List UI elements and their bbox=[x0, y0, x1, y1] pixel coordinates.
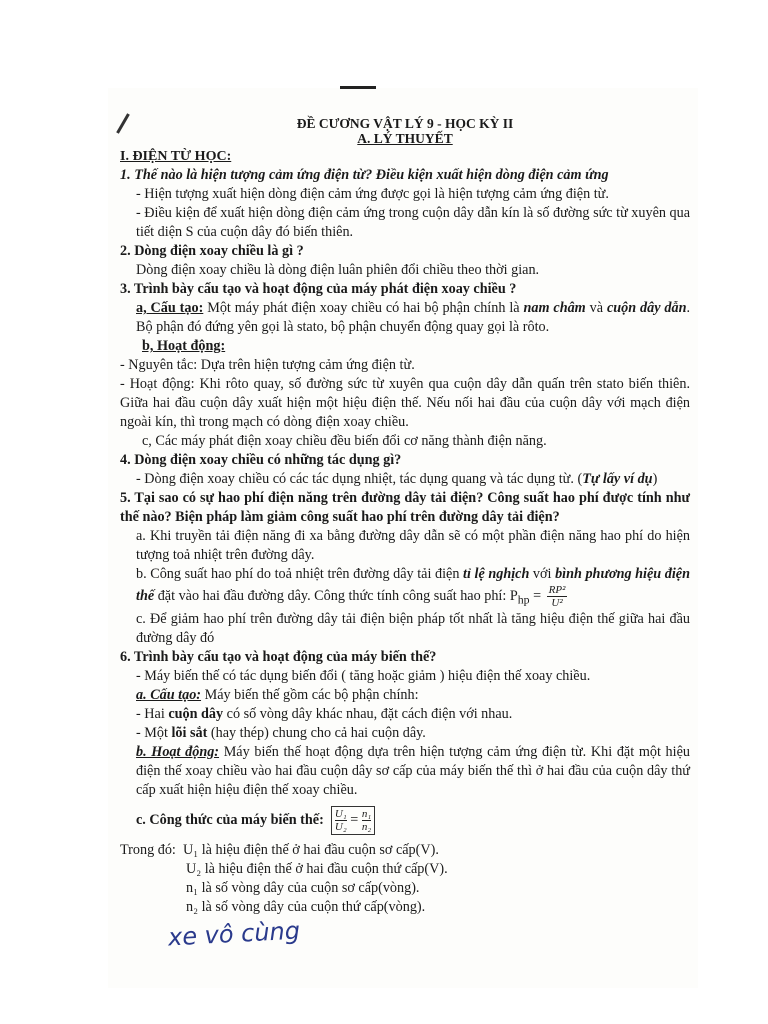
answer-3b-1: - Nguyên tắc: Dựa trên hiện tượng cảm ứng điện từ. bbox=[120, 357, 415, 373]
legend-row-1 bbox=[120, 841, 690, 860]
question-2: 2. Dòng điện xoay chiều là gì ? bbox=[120, 243, 304, 259]
text-6a-2c: (hay thép) chung cho cả hai cuộn dây. bbox=[207, 724, 426, 741]
answer-6a-1 bbox=[120, 705, 690, 724]
answer-3c: c, Các máy phát điện xoay chiều đều biến đổi cơ năng thành điện năng. bbox=[142, 433, 547, 449]
term-square-voltage: bình phương hiệu điện thế bbox=[136, 566, 690, 604]
text-6b: Máy biến thế hoạt động dựa trên hiện tượng cảm ứng điện từ. Khi đặt một hiệu điện thế xoay chiều vào hai đầu cuộn dây sơ cấp của máy biến thế thì ở hai đầu của cuộn dây thứ cấp xuất hiện hiệu điện thế xoay chiều. bbox=[136, 743, 690, 798]
formula-u1: U₁ bbox=[334, 807, 347, 820]
term-magnet: nam châm bbox=[523, 300, 586, 316]
document-body bbox=[120, 116, 690, 917]
text-5b-5: đặt vào hai đầu đường dây. Công thức tính công suất hao phí: P bbox=[154, 587, 518, 604]
label-6a: a. Cấu tạo: bbox=[136, 686, 202, 703]
question-1: 1. Thế nào là hiện tượng cảm ứng điện từ? Điều kiện xuất hiện dòng điện cảm ứng bbox=[120, 167, 609, 183]
question-4: 4. Dòng điện xoay chiều có những tác dụng gì? bbox=[120, 452, 402, 468]
text-6a: Máy biến thế gồm các bộ phận chính: bbox=[201, 686, 419, 703]
text-3a-1: Một máy phát điện xoay chiều có hai bộ phận chính là bbox=[203, 300, 524, 316]
text-3a-3: . Bộ phận đó đứng yên gọi là stato, bộ phận chuyển động quay gọi là rôto. bbox=[136, 300, 691, 335]
answer-2: Dòng điện xoay chiều là dòng điện luân phiên đổi chiều theo thời gian. bbox=[136, 262, 540, 278]
text-4-3: ) bbox=[652, 471, 658, 487]
answer-1a: - Hiện tượng xuất hiện dòng điện cảm ứng được gọi là hiện tượng cảm ứng điện từ. bbox=[136, 186, 609, 202]
term-coil: cuộn dây dẫn bbox=[606, 300, 687, 316]
formula-n2: n₂ bbox=[361, 820, 372, 833]
answer-3a bbox=[120, 299, 690, 337]
label-6b: b. Hoạt động: bbox=[136, 743, 220, 760]
question-3: 3. Trình bày cấu tạo và hoạt động của máy phát điện xoay chiều ? bbox=[120, 281, 517, 297]
answer-5a: a. Khi truyền tải điện năng đi xa bằng đường dây dẫn sẽ có một phần điện năng hao phí do hiện tượng toả nhiệt trên đường dây. bbox=[136, 528, 690, 563]
handwritten-note: xe vô cùng bbox=[167, 916, 301, 952]
text-4-1: - Dòng điện xoay chiều có các tác dụng nhiệt, tác dụng quang và tác dụng từ. ( bbox=[136, 471, 583, 487]
section-heading: I. ĐIỆN TỪ HỌC: bbox=[120, 149, 232, 164]
term-coils: cuộn dây bbox=[168, 705, 224, 722]
answer-1b: - Điều kiện để xuất hiện dòng điện cảm ứng trong cuộn dây dẫn kín là số đường sức từ xuyên qua tiết diện S của cuộn dây đó biến thiên. bbox=[136, 205, 691, 240]
term-inverse: tỉ lệ nghịch bbox=[463, 566, 530, 582]
question-5: 5. Tại sao có sự hao phí điện năng trên đường dây tải điện? Công suất hao phí được tính như thế nào? Biện pháp làm giảm công suất hao phí trên đường dây tải điện? bbox=[120, 490, 690, 525]
transformer-formula bbox=[331, 806, 375, 835]
formula-equals: = bbox=[350, 811, 359, 828]
formula-denominator: U² bbox=[551, 597, 563, 609]
document-title: ĐỀ CƯƠNG VẬT LÝ 9 - HỌC KỲ II bbox=[296, 116, 514, 131]
label-3b: b, Hoạt động: bbox=[142, 338, 226, 354]
answer-6c bbox=[120, 806, 690, 835]
subscript-hp: hp bbox=[517, 592, 530, 607]
legend-u2: U₂ là hiệu điện thế ở hai đầu cuộn thứ cấp(V). bbox=[186, 860, 448, 877]
answer-6-1: - Máy biến thế có tác dụng biến đổi ( tăng hoặc giảm ) hiệu điện thế xoay chiều. bbox=[136, 667, 591, 684]
answer-6a bbox=[120, 686, 690, 705]
fraction-n bbox=[362, 808, 371, 833]
fraction-u bbox=[335, 808, 347, 833]
label-6c: c. Công thức của máy biến thế: bbox=[136, 811, 324, 828]
term-core: lõi sắt bbox=[171, 724, 208, 741]
answer-6b bbox=[120, 743, 690, 800]
question-6: 6. Trình bày cấu tạo và hoạt động của máy biến thế? bbox=[120, 648, 437, 665]
text-6a-1a: - Hai bbox=[136, 705, 169, 722]
text-5b-1: b. Công suất hao phí do toả nhiệt trên đường dây tải điện bbox=[136, 566, 464, 582]
legend-u1: U₁ là hiệu điện thế ở hai đầu cuộn sơ cấp(V). bbox=[182, 841, 439, 858]
answer-3b-2: - Hoạt động: Khi rôto quay, số đường sức từ xuyên qua cuộn dây dẫn quấn trên stato biến thiên. Giữa hai đầu cuộn dây xuất hiện một hiệu điện thế. Nếu nối hai đầu của cuộn dây với mạch điện ngoài kín, thì trong mạch có dòng điện xoay chiều. bbox=[120, 376, 690, 430]
formula-u2: U₂ bbox=[334, 820, 347, 833]
legend-label: Trong đó: bbox=[120, 841, 176, 858]
top-mark bbox=[340, 86, 376, 89]
document-subtitle: A. LÝ THUYẾT bbox=[357, 131, 453, 146]
answer-6a-2 bbox=[120, 724, 690, 743]
answer-5c: c. Để giảm hao phí trên đường dây tải điện biện pháp tốt nhất là tăng hiệu điện thế giữa hai đầu đường dây đó bbox=[136, 610, 690, 646]
formula-numerator: RP² bbox=[548, 584, 566, 596]
text-6a-1c: có số vòng dây khác nhau, đặt cách điện với nhau. bbox=[223, 705, 513, 722]
text-3a-2: và bbox=[585, 300, 607, 316]
equals-sign: = bbox=[529, 587, 545, 604]
label-3a: a, Cấu tạo: bbox=[136, 300, 204, 316]
text-6a-2a: - Một bbox=[136, 724, 172, 741]
power-loss-formula bbox=[547, 584, 568, 609]
legend-n1: n₁ là số vòng dây của cuộn sơ cấp(vòng). bbox=[186, 879, 420, 896]
text-4-2: Tự lấy ví dụ bbox=[582, 471, 653, 487]
text-5b-3: với bbox=[529, 566, 556, 582]
legend-block bbox=[120, 841, 690, 917]
answer-4 bbox=[120, 470, 690, 489]
legend-n2: n₂ là số vòng dây của cuộn thứ cấp(vòng). bbox=[186, 898, 426, 915]
formula-n1: n₁ bbox=[361, 807, 372, 820]
answer-5b bbox=[120, 565, 690, 610]
